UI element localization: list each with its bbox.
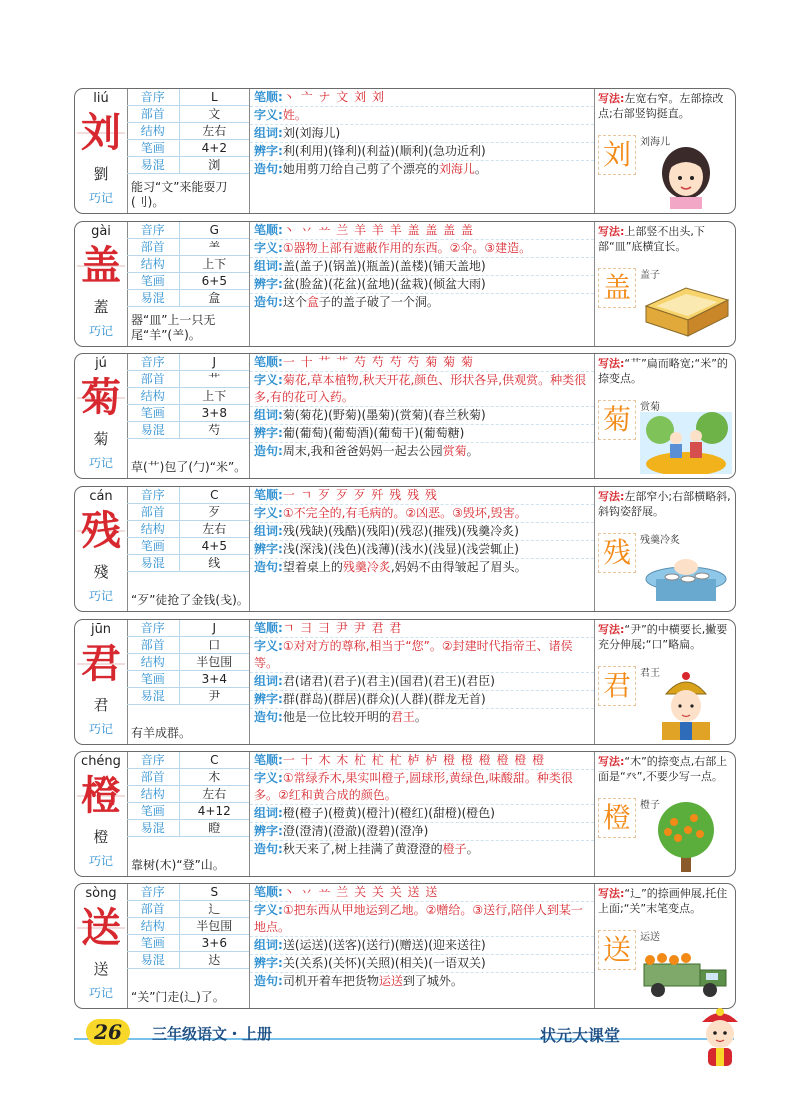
radical-key: 部首 [127,769,180,785]
sentence-part-a: 这个 [282,295,307,309]
mnemonic: 靠树(木)“登”山。 [131,858,225,872]
writing-tip-column [594,487,735,611]
illustration [640,266,732,342]
stroke-order-label: 笔顺: [254,355,283,369]
character-column [75,487,128,611]
writing-text: “木”的捺变点,右部上面是“癶”,不要少写一点。 [598,755,728,783]
order-key: 音序 [127,884,180,900]
words-label: 组词: [254,524,283,538]
words-label: 组词: [254,126,283,140]
stroke-sequence: ㄱ ⺕ ⺕ 尹 尹 君 君 [282,621,403,635]
main-character: 残 [77,505,125,557]
order-value: C [210,753,219,767]
confusable-key: 易混 [127,555,180,571]
info-grid [127,752,249,837]
stroke-count-value: 4+2 [201,141,227,155]
structure-value: 左右 [202,522,227,536]
structure-value: 上下 [202,257,227,271]
info-grid [127,487,249,572]
copy-character: 橙 [598,798,636,838]
book-title: 三年级语文・上册 [152,1025,273,1043]
radical-key: 部首 [127,901,180,917]
meaning-text: ①常绿乔木,果实叫橙子,圆球形,黄绿色,味酸甜。种类很多。②红和黄合成的颜色。 [254,771,573,802]
meaning-label: 字义: [254,108,283,122]
order-value: L [210,90,218,104]
character-column [75,884,128,1008]
radical-value: 木 [208,770,221,784]
structure-value: 半包围 [196,655,233,669]
character-column [75,354,128,478]
confusable-key: 易混 [127,820,180,836]
character-column [75,620,128,744]
radical-key: 部首 [127,371,180,387]
writing-label: 写法: [598,887,625,900]
structure-key: 结构 [127,918,180,934]
details-column [249,354,595,478]
illustration [640,664,732,740]
illustration [640,133,732,209]
order-value: J [212,355,217,369]
details-column [249,487,595,611]
character-card [74,619,736,745]
stroke-count-value: 3+6 [201,936,227,950]
sentence-part-c: ,妈妈不由得皱起了眉头。 [390,560,527,574]
words-text: 残(残缺)(残酷)(残阳)(残忍)(摧残)(残羹冷炙) [282,524,519,538]
sentence-part-a: 周末,我和爸爸妈妈一起去公园 [282,444,443,458]
stroke-sequence: 丶 丷 䒑 兰 关 关 关 送 送 [282,885,439,899]
tricks-label: 巧记 [88,589,113,603]
order-key: 音序 [127,89,180,105]
main-character: 菊 [77,372,125,424]
radical-value: 辶 [208,902,221,916]
copy-character: 君 [598,666,636,706]
illustration [640,796,732,872]
tricks-label: 巧记 [88,986,113,1000]
meaning-text: ①不完全的,有毛病的。②凶恶。③毁坏,毁害。 [282,506,527,520]
character-card [74,883,736,1009]
distinguish-text: 澄(澄清)(澄澈)(澄碧)(澄净) [282,824,429,838]
stroke-count-value: 6+5 [201,274,227,288]
writing-text: 左部窄小;右部横略斜,斜钩姿舒展。 [598,490,731,518]
sentence-highlight: 君王 [390,710,415,724]
words-label: 组词: [254,806,283,820]
traditional-character: 送 [93,960,109,978]
stroke-order-label: 笔顺: [254,621,283,635]
illustration [640,398,732,474]
distinguish-text: 盆(脸盆)(花盆)(盆地)(盆栽)(倾盆大雨) [282,277,486,291]
writing-tip-column [594,89,735,213]
radical-key: 部首 [127,637,180,653]
words-text: 菊(菊花)(野菊)(墨菊)(赏菊)(春兰秋菊) [282,408,486,422]
writing-tip-column [594,884,735,1008]
structure-value: 上下 [202,389,227,403]
writing-tip-column [594,752,735,876]
confusable-value: 芍 [208,423,221,437]
traditional-character: 殘 [93,563,109,581]
illustration-label: 刘海儿 [640,137,670,148]
stroke-sequence: 一 十 木 木 杧 杧 杧 栌 栌 橙 橙 橙 橙 橙 橙 [282,753,546,767]
details-column [249,89,595,213]
copy-character: 盖 [598,268,636,308]
pinyin: sòng [85,886,117,901]
sentence-label: 造句: [254,560,283,574]
illustration-label: 运送 [640,932,660,943]
writing-label: 写法: [598,755,625,768]
tricks-label: 巧记 [88,854,113,868]
confusable-key: 易混 [127,157,180,173]
words-text: 君(诸君)(君子)(君主)(国君)(君王)(君臣) [282,674,495,688]
writing-label: 写法: [598,92,625,105]
writing-tip-column [594,222,735,346]
radical-value: 口 [208,638,221,652]
distinguish-label: 辨字: [254,692,283,706]
sentence-highlight: 赏菊 [442,444,467,458]
pinyin: liú [93,91,109,106]
sentence-part-a: 司机开着车把货物 [282,974,379,988]
sentence-part-c: 到了城外。 [402,974,463,988]
meaning-label: 字义: [254,506,283,520]
illustration-label: 君王 [640,668,660,679]
stroke-order-label: 笔顺: [254,885,283,899]
character-card [74,751,736,877]
order-key: 音序 [127,222,180,238]
confusable-value: 瞪 [208,821,221,835]
character-card [74,486,736,612]
tricks-label: 巧记 [88,456,113,470]
stroke-count-key: 笔画 [127,803,180,819]
sentence-part-c: 子的盖子破了一个洞。 [318,295,439,309]
sentence-part-c: 。 [466,842,479,856]
distinguish-text: 群(群岛)(群居)(群众)(人群)(群龙无首) [282,692,486,706]
words-text: 送(运送)(送客)(送行)(赠送)(迎来送往) [282,938,486,952]
stroke-sequence: 丶 丷 䒑 兰 羊 羊 羊 盖 盖 盖 盖 [282,223,474,237]
order-value: J [212,621,217,635]
sentence-part-c: 。 [474,162,487,176]
details-column [249,620,595,744]
confusable-value: 浏 [208,158,221,172]
words-label: 组词: [254,938,283,952]
mnemonic: 能习“文”来能耍刀(刂)。 [131,180,228,209]
structure-value: 左右 [202,787,227,801]
mnemonic: “歹”徒抢了金钱(戋)。 [131,593,249,607]
stroke-count-key: 笔画 [127,538,180,554]
details-column [249,752,595,876]
sentence-part-a: 她用剪刀给自己剪了个漂亮的 [282,162,439,176]
order-key: 音序 [127,752,180,768]
confusable-value: 尹 [208,689,221,703]
copy-character: 送 [598,930,636,970]
character-column [75,222,128,346]
radical-key: 部首 [127,239,180,255]
stroke-count-key: 笔画 [127,140,180,156]
stroke-count-key: 笔画 [127,273,180,289]
structure-value: 半包围 [196,919,233,933]
pinyin: cán [89,489,113,504]
writing-label: 写法: [598,357,625,370]
distinguish-label: 辨字: [254,824,283,838]
distinguish-label: 辨字: [254,426,283,440]
writing-text: 上部竖不出头,下部“皿”底横宜长。 [598,225,705,253]
radical-value: 歹 [208,505,221,519]
words-text: 刘(刘海儿) [282,126,341,140]
stroke-order-label: 笔顺: [254,488,283,502]
tricks-label: 巧记 [88,191,113,205]
meaning-text: ①对对方的尊称,相当于“您”。②封建时代指帝王、诸侯等。 [254,639,573,670]
mnemonic: 草(艹)包了(勹)“米”。 [131,460,247,474]
distinguish-text: 利(利用)(锋利)(利益)(顺利)(急功近利) [282,144,486,158]
order-value: S [210,885,219,899]
traditional-character: 蓋 [93,298,109,316]
distinguish-text: 葡(葡萄)(葡萄酒)(葡萄干)(葡萄糖) [282,426,465,440]
stroke-order-label: 笔顺: [254,90,283,104]
main-character: 送 [77,902,125,954]
sentence-highlight: 刘海儿 [438,162,475,176]
page-number: 26 [86,1019,130,1045]
distinguish-label: 辨字: [254,542,283,556]
stroke-sequence: 一 十 艹 艹 芍 芍 芍 芍 菊 菊 菊 [282,355,474,369]
confusable-key: 易混 [127,422,180,438]
sentence-label: 造句: [254,710,283,724]
stroke-count-value: 4+12 [197,804,231,818]
distinguish-text: 浅(深浅)(浅色)(浅薄)(浅水)(浅显)(浅尝辄止) [282,542,519,556]
meaning-label: 字义: [254,639,283,653]
words-text: 橙(橙子)(橙黄)(橙汁)(橙红)(甜橙)(橙色) [282,806,495,820]
traditional-character: 橙 [93,828,109,846]
sentence-label: 造句: [254,974,283,988]
confusable-key: 易混 [127,688,180,704]
meaning-text: ①把东西从甲地运到乙地。②赠给。③送行,陪伴人到某一地点。 [254,903,583,934]
structure-key: 结构 [127,654,180,670]
words-text: 盖(盖子)(锅盖)(瓶盖)(盖楼)(铺天盖地) [282,259,486,273]
writing-text: “艹”扁而略宽;“米”的捺变点。 [598,357,728,385]
stroke-count-key: 笔画 [127,935,180,951]
mascot-icon [692,1004,748,1068]
info-grid [127,89,249,174]
meaning-text: 菊花,草本植物,秋天开花,颜色、形状各异,供观赏。种类很多,有的花可入药。 [254,373,587,404]
confusable-value: 达 [208,953,221,967]
stroke-sequence: 丶 亠 ナ 文 刘 刘 [282,90,385,104]
character-column [75,89,128,213]
meaning-label: 字义: [254,373,283,387]
main-character: 盖 [77,240,125,292]
distinguish-text: 关(关系)(关怀)(关照)(相关)(一语双关) [282,956,486,970]
sentence-label: 造句: [254,162,283,176]
copy-character: 残 [598,533,636,573]
mnemonic: 有羊成群。 [131,726,192,740]
details-column [249,222,595,346]
sentence-part-a: 他是一位比较开明的 [282,710,391,724]
illustration [640,928,732,1004]
brand-name: 状元大课堂 [540,1026,621,1045]
copy-character: 菊 [598,400,636,440]
main-character: 橙 [77,770,125,822]
illustration-label: 赏菊 [640,402,660,413]
words-label: 组词: [254,408,283,422]
stroke-sequence: 一 ㄱ 歹 歹 歹 歼 残 残 残 [282,488,438,502]
confusable-key: 易混 [127,952,180,968]
mnemonic: 器“皿”上一只无尾“羊”(⺷)。 [131,313,216,342]
radical-value: 文 [208,107,221,121]
structure-key: 结构 [127,256,180,272]
confusable-key: 易混 [127,290,180,306]
structure-value: 左右 [202,124,227,138]
info-grid [127,354,249,439]
character-card [74,221,736,347]
sentence-label: 造句: [254,444,283,458]
mnemonic: “关”门走(辶)了。 [131,990,225,1004]
pinyin: chéng [81,754,121,769]
words-label: 组词: [254,674,283,688]
stroke-count-value: 4+5 [201,539,227,553]
stroke-count-value: 3+8 [201,406,227,420]
tricks-label: 巧记 [88,722,113,736]
details-column [249,884,595,1008]
confusable-value: 线 [208,556,221,570]
order-key: 音序 [127,620,180,636]
tricks-label: 巧记 [88,324,113,338]
structure-key: 结构 [127,388,180,404]
illustration [640,531,732,607]
sentence-label: 造句: [254,842,283,856]
radical-key: 部首 [127,504,180,520]
stroke-order-label: 笔顺: [254,753,283,767]
writing-label: 写法: [598,490,625,503]
writing-label: 写法: [598,623,625,636]
sentence-highlight: 橙子 [442,842,467,856]
distinguish-label: 辨字: [254,144,283,158]
radical-key: 部首 [127,106,180,122]
traditional-character: 劉 [93,165,109,183]
writing-text: 左宽右窄。左部捺改点;右部竖钩挺直。 [598,92,724,120]
traditional-character: 君 [93,696,109,714]
pinyin: jūn [90,622,112,637]
distinguish-label: 辨字: [254,277,283,291]
order-value: G [209,223,219,237]
structure-key: 结构 [127,521,180,537]
writing-tip-column [594,354,735,478]
order-value: C [210,488,219,502]
illustration-label: 橙子 [640,800,660,811]
copy-character: 刘 [598,135,636,175]
writing-label: 写法: [598,225,625,238]
traditional-character: 菊 [93,430,109,448]
meaning-text: ①器物上部有遮蔽作用的东西。②伞。③建造。 [282,241,532,255]
sentence-part-c: 。 [414,710,427,724]
distinguish-label: 辨字: [254,956,283,970]
order-key: 音序 [127,354,180,370]
writing-text: “辶”的捺画伸展,托住上面;“关”末笔变点。 [598,887,728,915]
sentence-highlight: 运送 [378,974,403,988]
sentence-part-c: 。 [466,444,479,458]
info-grid [127,620,249,705]
illustration-label: 残羹冷炙 [640,535,680,546]
character-column [75,752,128,876]
stroke-count-key: 笔画 [127,405,180,421]
sentence-highlight: 残羹冷炙 [342,560,391,574]
pinyin: jú [95,356,107,371]
words-label: 组词: [254,259,283,273]
character-card [74,353,736,479]
illustration-label: 盖子 [640,270,660,281]
writing-tip-column [594,620,735,744]
sentence-part-a: 秋天来了,树上挂满了黄澄澄的 [282,842,443,856]
meaning-label: 字义: [254,241,283,255]
writing-text: “尹”的中横要长,撇要充分伸展;“口”略扁。 [598,623,728,651]
structure-key: 结构 [127,123,180,139]
character-card [74,88,736,214]
confusable-value: 盒 [208,291,221,305]
meaning-label: 字义: [254,771,283,785]
sentence-label: 造句: [254,295,283,309]
meaning-label: 字义: [254,903,283,917]
info-grid [127,884,249,969]
info-grid [127,222,249,307]
stroke-count-key: 笔画 [127,671,180,687]
stroke-count-value: 3+4 [201,672,227,686]
structure-key: 结构 [127,786,180,802]
sentence-part-a: 望着桌上的 [282,560,343,574]
pinyin: gài [91,224,111,239]
stroke-order-label: 笔顺: [254,223,283,237]
order-key: 音序 [127,487,180,503]
main-character: 君 [77,638,125,690]
radical-value: ⺷ [208,240,221,254]
radical-value: 艹 [208,372,221,386]
main-character: 刘 [77,107,125,159]
sentence-highlight: 盒 [306,295,319,309]
meaning-text: 姓。 [282,108,307,122]
